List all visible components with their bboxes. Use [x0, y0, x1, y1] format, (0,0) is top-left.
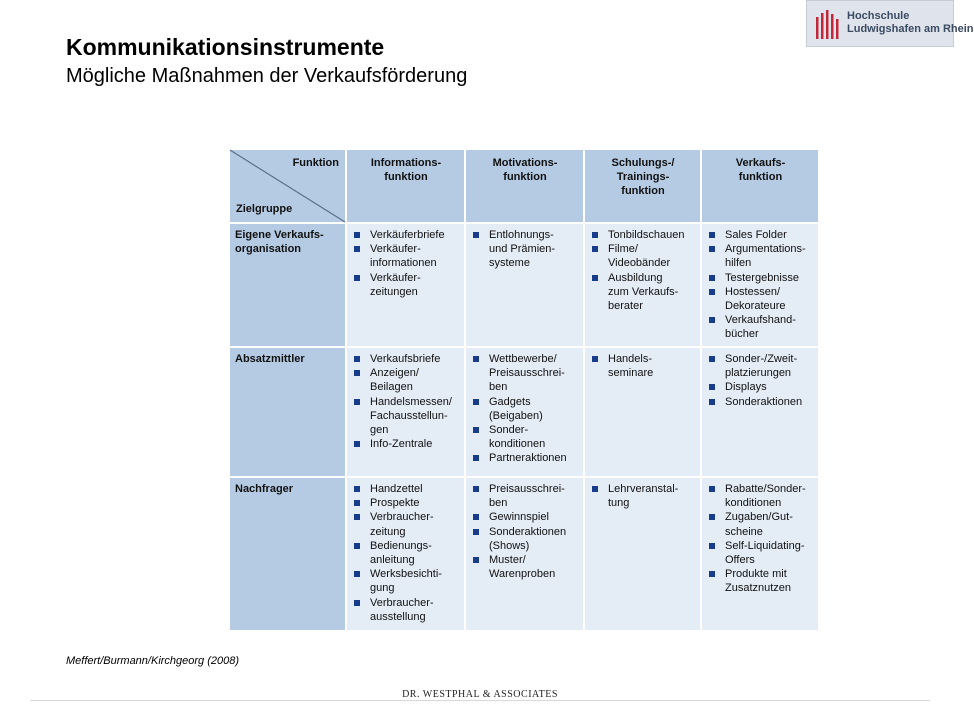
measure-item: Argumentations- hilfen	[707, 242, 814, 270]
measure-item: Testergebnisse	[707, 271, 814, 285]
table-cell	[584, 477, 701, 631]
measure-item: Sonderaktionen	[707, 395, 814, 409]
logo-mark-icon	[815, 7, 841, 41]
column-header-label: Schulungs-/ Trainings- funktion	[611, 157, 675, 198]
measure-item: Anzeigen/ Beilagen	[352, 366, 460, 394]
measure-item: Rabatte/Sonder- konditionen	[707, 482, 814, 510]
column-header	[701, 149, 819, 223]
row-header	[229, 477, 346, 631]
measure-item: Filme/ Videobänder	[590, 242, 696, 270]
source-citation: Meffert/Burmann/Kirchgeorg (2008)	[66, 655, 240, 667]
measure-list	[590, 482, 696, 510]
column-header-label: Motivations- funktion	[492, 157, 558, 184]
measure-item: Sonder-/Zweit- platzierungen	[707, 352, 814, 380]
header-row	[229, 149, 819, 223]
measure-item: Verkaufsbriefe	[352, 352, 460, 366]
slide-title: Kommunikationsinstrumente	[66, 34, 385, 60]
row-header-label: Absatzmittler	[235, 353, 305, 365]
footer-divider	[30, 700, 930, 701]
row-header-label: Nachfrager	[235, 483, 294, 495]
measure-item: Gewinnspiel	[471, 510, 579, 524]
measure-item: Verkäufer- informationen	[352, 242, 460, 270]
measure-item: Wettbewerbe/ Preisausschrei- ben	[471, 352, 579, 395]
table-cell	[346, 477, 465, 631]
measure-item: Displays	[707, 380, 814, 394]
measure-item: Bedienungs- anleitung	[352, 539, 460, 567]
measure-item: Ausbildung zum Verkaufs- berater	[590, 271, 696, 314]
measure-item: Zugaben/Gut- scheine	[707, 510, 814, 538]
logo-line-1: Hochschule	[847, 10, 910, 22]
column-header	[346, 149, 465, 223]
measure-item: Verkäufer- zeitungen	[352, 271, 460, 299]
measure-item: Prospekte	[352, 496, 460, 510]
column-header-label: Verkaufs- funktion	[735, 157, 786, 184]
column-header	[465, 149, 584, 223]
table-cell	[584, 223, 701, 347]
measure-list	[352, 228, 460, 299]
measure-list	[352, 352, 460, 451]
table-cell	[701, 477, 819, 631]
measure-item: Verkaufshand- bücher	[707, 313, 814, 341]
measure-item: Verkäuferbriefe	[352, 228, 460, 242]
slide-subtitle: Mögliche Maßnahmen der Verkaufsförderung	[66, 65, 468, 87]
measure-list	[707, 228, 814, 342]
table-cell	[465, 223, 584, 347]
university-logo	[806, 0, 974, 47]
measure-item: Sales Folder	[707, 228, 814, 242]
table-cell	[584, 347, 701, 477]
table-cell	[465, 347, 584, 477]
table-row	[229, 347, 819, 477]
measure-item: Partneraktionen	[471, 451, 579, 465]
table-cell	[701, 223, 819, 347]
table-cell	[346, 223, 465, 347]
measure-item: Self-Liquidating- Offers	[707, 539, 814, 567]
measure-list	[707, 352, 814, 409]
row-header-label: Eigene Verkaufs- organisation	[235, 229, 324, 256]
measure-item: Gadgets (Beigaben)	[471, 395, 579, 423]
measures-table	[228, 148, 820, 632]
measure-item: Handelsmessen/ Fachausstellun- gen	[352, 395, 460, 438]
measure-item: Verbraucher- zeitung	[352, 510, 460, 538]
table-cell	[465, 477, 584, 631]
row-header	[229, 223, 346, 347]
measure-item: Werksbesichti- gung	[352, 567, 460, 595]
table-corner-header	[229, 149, 346, 223]
measure-list	[471, 228, 579, 271]
measure-item: Muster/ Warenproben	[471, 553, 579, 581]
footer-text: DR. WESTPHAL & ASSOCIATES	[402, 689, 558, 700]
measure-item: Sonder- konditionen	[471, 423, 579, 451]
measure-list	[590, 352, 696, 380]
column-header	[584, 149, 701, 223]
measure-item: Hostessen/ Dekorateure	[707, 285, 814, 313]
corner-label-zielgruppe: Zielgruppe	[236, 202, 293, 215]
measure-list	[707, 482, 814, 596]
corner-label-funktion: Funktion	[292, 157, 339, 169]
measure-item: Sonderaktionen (Shows)	[471, 525, 579, 553]
measure-item: Info-Zentrale	[352, 437, 460, 451]
measure-item: Entlohnungs- und Prämien- systeme	[471, 228, 579, 271]
table-cell	[701, 347, 819, 477]
measure-list	[471, 352, 579, 466]
table-row	[229, 223, 819, 347]
table-body	[229, 223, 819, 631]
column-header-label: Informations- funktion	[370, 157, 442, 184]
measure-item: Handels- seminare	[590, 352, 696, 380]
logo-line-2: Ludwigshafen am Rhein	[847, 23, 974, 35]
measure-list	[471, 482, 579, 581]
table-row	[229, 477, 819, 631]
table-cell	[346, 347, 465, 477]
measure-item: Lehrveranstal- tung	[590, 482, 696, 510]
measure-list	[590, 228, 696, 313]
measure-list	[352, 482, 460, 624]
measure-item: Verbraucher- ausstellung	[352, 596, 460, 624]
measure-item: Produkte mit Zusatznutzen	[707, 567, 814, 595]
measure-item: Tonbildschauen	[590, 228, 696, 242]
measure-item: Handzettel	[352, 482, 460, 496]
measure-item: Preisausschrei- ben	[471, 482, 579, 510]
row-header	[229, 347, 346, 477]
